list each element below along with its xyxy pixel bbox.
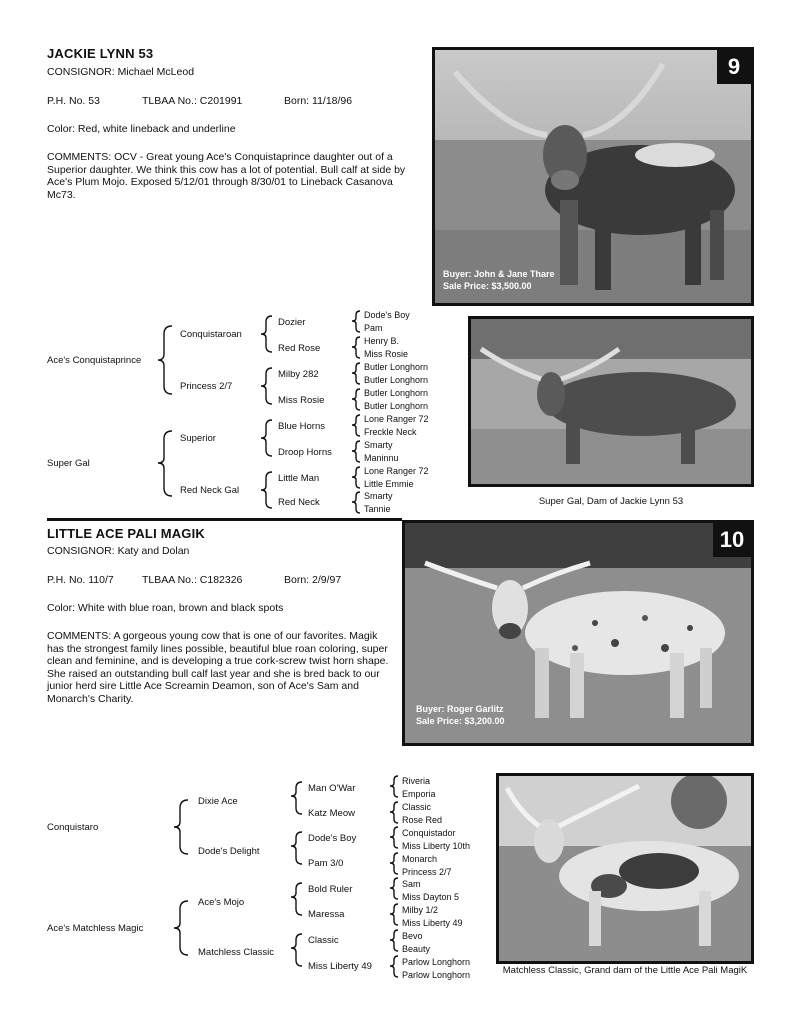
lot9-gen2-1: Conquistaroan (180, 329, 242, 340)
lot9-gen4-3: Henry B. (364, 336, 400, 346)
lot9-sire: Ace's Conquistaprince (47, 355, 142, 366)
lot9-gen3-4: Miss Rosie (278, 395, 325, 406)
lot10-gen3-1: Man O'War (308, 783, 356, 794)
lot9-gen4-4: Miss Rosie (364, 349, 409, 359)
lot9-gen4-14: Little Emmie (364, 479, 414, 489)
lot10-gen4-3: Classic (402, 802, 432, 812)
lot9-gen4-6: Butler Longhorn (364, 375, 429, 385)
lot9-gen4-9: Lone Ranger 72 (364, 414, 429, 424)
lot9-gen3-6: Droop Horns (278, 447, 332, 458)
lot10-gen3-3: Dode's Boy (308, 833, 357, 844)
lot9-number-badge: 9 (717, 50, 751, 84)
lot10-gen4-6: Miss Liberty 10th (402, 841, 471, 851)
lot10-photo (402, 520, 754, 746)
lot10-sire: Conquistaro (47, 822, 99, 833)
lot10-gen4-9: Sam (402, 879, 421, 889)
lot9-born: Born: 11/18/96 (284, 95, 353, 107)
lot9-gen3-1: Dozier (278, 317, 306, 328)
lot10-gen3-8: Miss Liberty 49 (308, 961, 372, 972)
lot10-gen4-14: Beauty (402, 944, 431, 954)
lot9-gen4-1: Dode's Boy (364, 310, 410, 320)
lot10-gen4-13: Bevo (402, 931, 423, 941)
lot10-gen2-1: Dixie Ace (198, 796, 238, 807)
lot10-ph-no: P.H. No. 110/7 (47, 574, 114, 586)
lot10-dam: Ace's Matchless Magic (47, 923, 144, 934)
lot9-title: JACKIE LYNN 53 (47, 46, 154, 61)
lot9-gen4-10: Freckle Neck (364, 427, 417, 437)
lot10-gen2-2: Dode's Delight (198, 846, 260, 857)
lot9-dam-caption: Super Gal, Dam of Jackie Lynn 53 (538, 496, 684, 507)
lot10-gen4-4: Rose Red (402, 815, 443, 825)
lot9-gen4-8: Butler Longhorn (364, 401, 429, 411)
lot10-gen4-7: Monarch (402, 854, 438, 864)
lot10-pedigree-braces (0, 760, 800, 990)
lot10-gen2-4: Matchless Classic (198, 947, 275, 958)
lot10-gen4-15: Parlow Longhorn (402, 957, 471, 967)
lot9-gen4-11: Smarty (364, 440, 393, 450)
lot10-gen4-2: Emporia (402, 789, 436, 799)
lot10-granddam-caption: Matchless Classic, Grand dam of the Little Ace Pali MagiK (502, 965, 748, 976)
lot10-gen4-16: Parlow Longhorn (402, 970, 471, 980)
lot9-gen2-2: Princess 2/7 (180, 381, 233, 392)
lot10-gen3-6: Maressa (308, 909, 345, 920)
lot10-color: Color: White with blue roan, brown and black spots (47, 602, 284, 614)
lot9-gen3-8: Red Neck (278, 497, 320, 508)
lot9-gen3-5: Blue Horns (278, 421, 325, 432)
lot10-tlbaa-no: TLBAA No.: C182326 (142, 574, 243, 586)
lot9-gen4-16: Tannie (364, 504, 391, 514)
lot10-gen3-5: Bold Ruler (308, 884, 353, 895)
lot10-gen3-4: Pam 3/0 (308, 858, 344, 869)
lot9-gen2-3: Superior (180, 433, 216, 444)
lot9-consignor: CONSIGNOR: Michael McLeod (47, 66, 195, 78)
lot9-comments: COMMENTS: OCV - Great young Ace's Conquistaprince daughter out of a Superior daughter. We think this cow has a lot of potential. Bull calf at side by Ace's Plum Mojo. Exposed 5/12/01 through 8/30/01 to Lineback Casanova Mc73. (47, 151, 406, 201)
lot9-gen4-2: Pam (364, 323, 383, 333)
lot10-gen4-11: Milby 1/2 (402, 905, 439, 915)
lot9-gen3-7: Little Man (278, 473, 320, 484)
lot9-sale-price: Sale Price: $3,500.00 (443, 281, 532, 291)
lot9-ph-no: P.H. No. 53 (47, 95, 100, 107)
lot9-buyer: Buyer: John & Jane Thare (443, 269, 555, 279)
lot10-gen2-3: Ace's Mojo (198, 897, 245, 908)
lot9-gen4-13: Lone Ranger 72 (364, 466, 429, 476)
lot10-number-badge: 10 (713, 523, 751, 557)
lot10-born: Born: 2/9/97 (284, 574, 342, 586)
lot9-gen3-2: Red Rose (278, 343, 321, 354)
lot10-gen4-5: Conquistador (402, 828, 456, 838)
lot10-gen4-10: Miss Dayton 5 (402, 892, 460, 902)
lot10-title: LITTLE ACE PALI MAGIK (47, 526, 206, 541)
section-divider (47, 518, 402, 521)
lot10-consignor: CONSIGNOR: Katy and Dolan (47, 545, 190, 557)
lot9-color: Color: Red, white lineback and underline (47, 123, 236, 135)
lot9-gen4-5: Butler Longhorn (364, 362, 429, 372)
lot10-gen3-2: Katz Meow (308, 808, 355, 819)
lot10-buyer: Buyer: Roger Garlitz (416, 704, 504, 714)
lot10-comments: COMMENTS: A gorgeous young cow that is one of our favorites. Magik has the strongest family lines possible, beautiful blue roan coloring, super clean and feminine, and is developing a true cork-screw twist horn shape. She raised an outstanding bull calf last year and she is bred back to our junior herd sire Little Ace Screamin Deamon, son of Ace's Sam and Monarch's Charity. (47, 630, 389, 705)
lot9-gen4-12: Maninnu (364, 453, 399, 463)
lot10-gen4-8: Princess 2/7 (402, 867, 452, 877)
lot10-gen4-12: Miss Liberty 49 (402, 918, 463, 928)
lot10-gen4-1: Riveria (402, 776, 431, 786)
lot9-gen4-7: Butler Longhorn (364, 388, 429, 398)
lot9-dam: Super Gal (47, 458, 90, 469)
lot10-sale-price: Sale Price: $3,200.00 (416, 716, 505, 726)
lot9-gen2-4: Red Neck Gal (180, 485, 240, 496)
lot9-gen3-3: Milby 282 (278, 369, 319, 380)
lot10-gen3-7: Classic (308, 935, 339, 946)
lot9-gen4-15: Smarty (364, 491, 393, 501)
lot9-tlbaa-no: TLBAA No.: C201991 (142, 95, 243, 107)
